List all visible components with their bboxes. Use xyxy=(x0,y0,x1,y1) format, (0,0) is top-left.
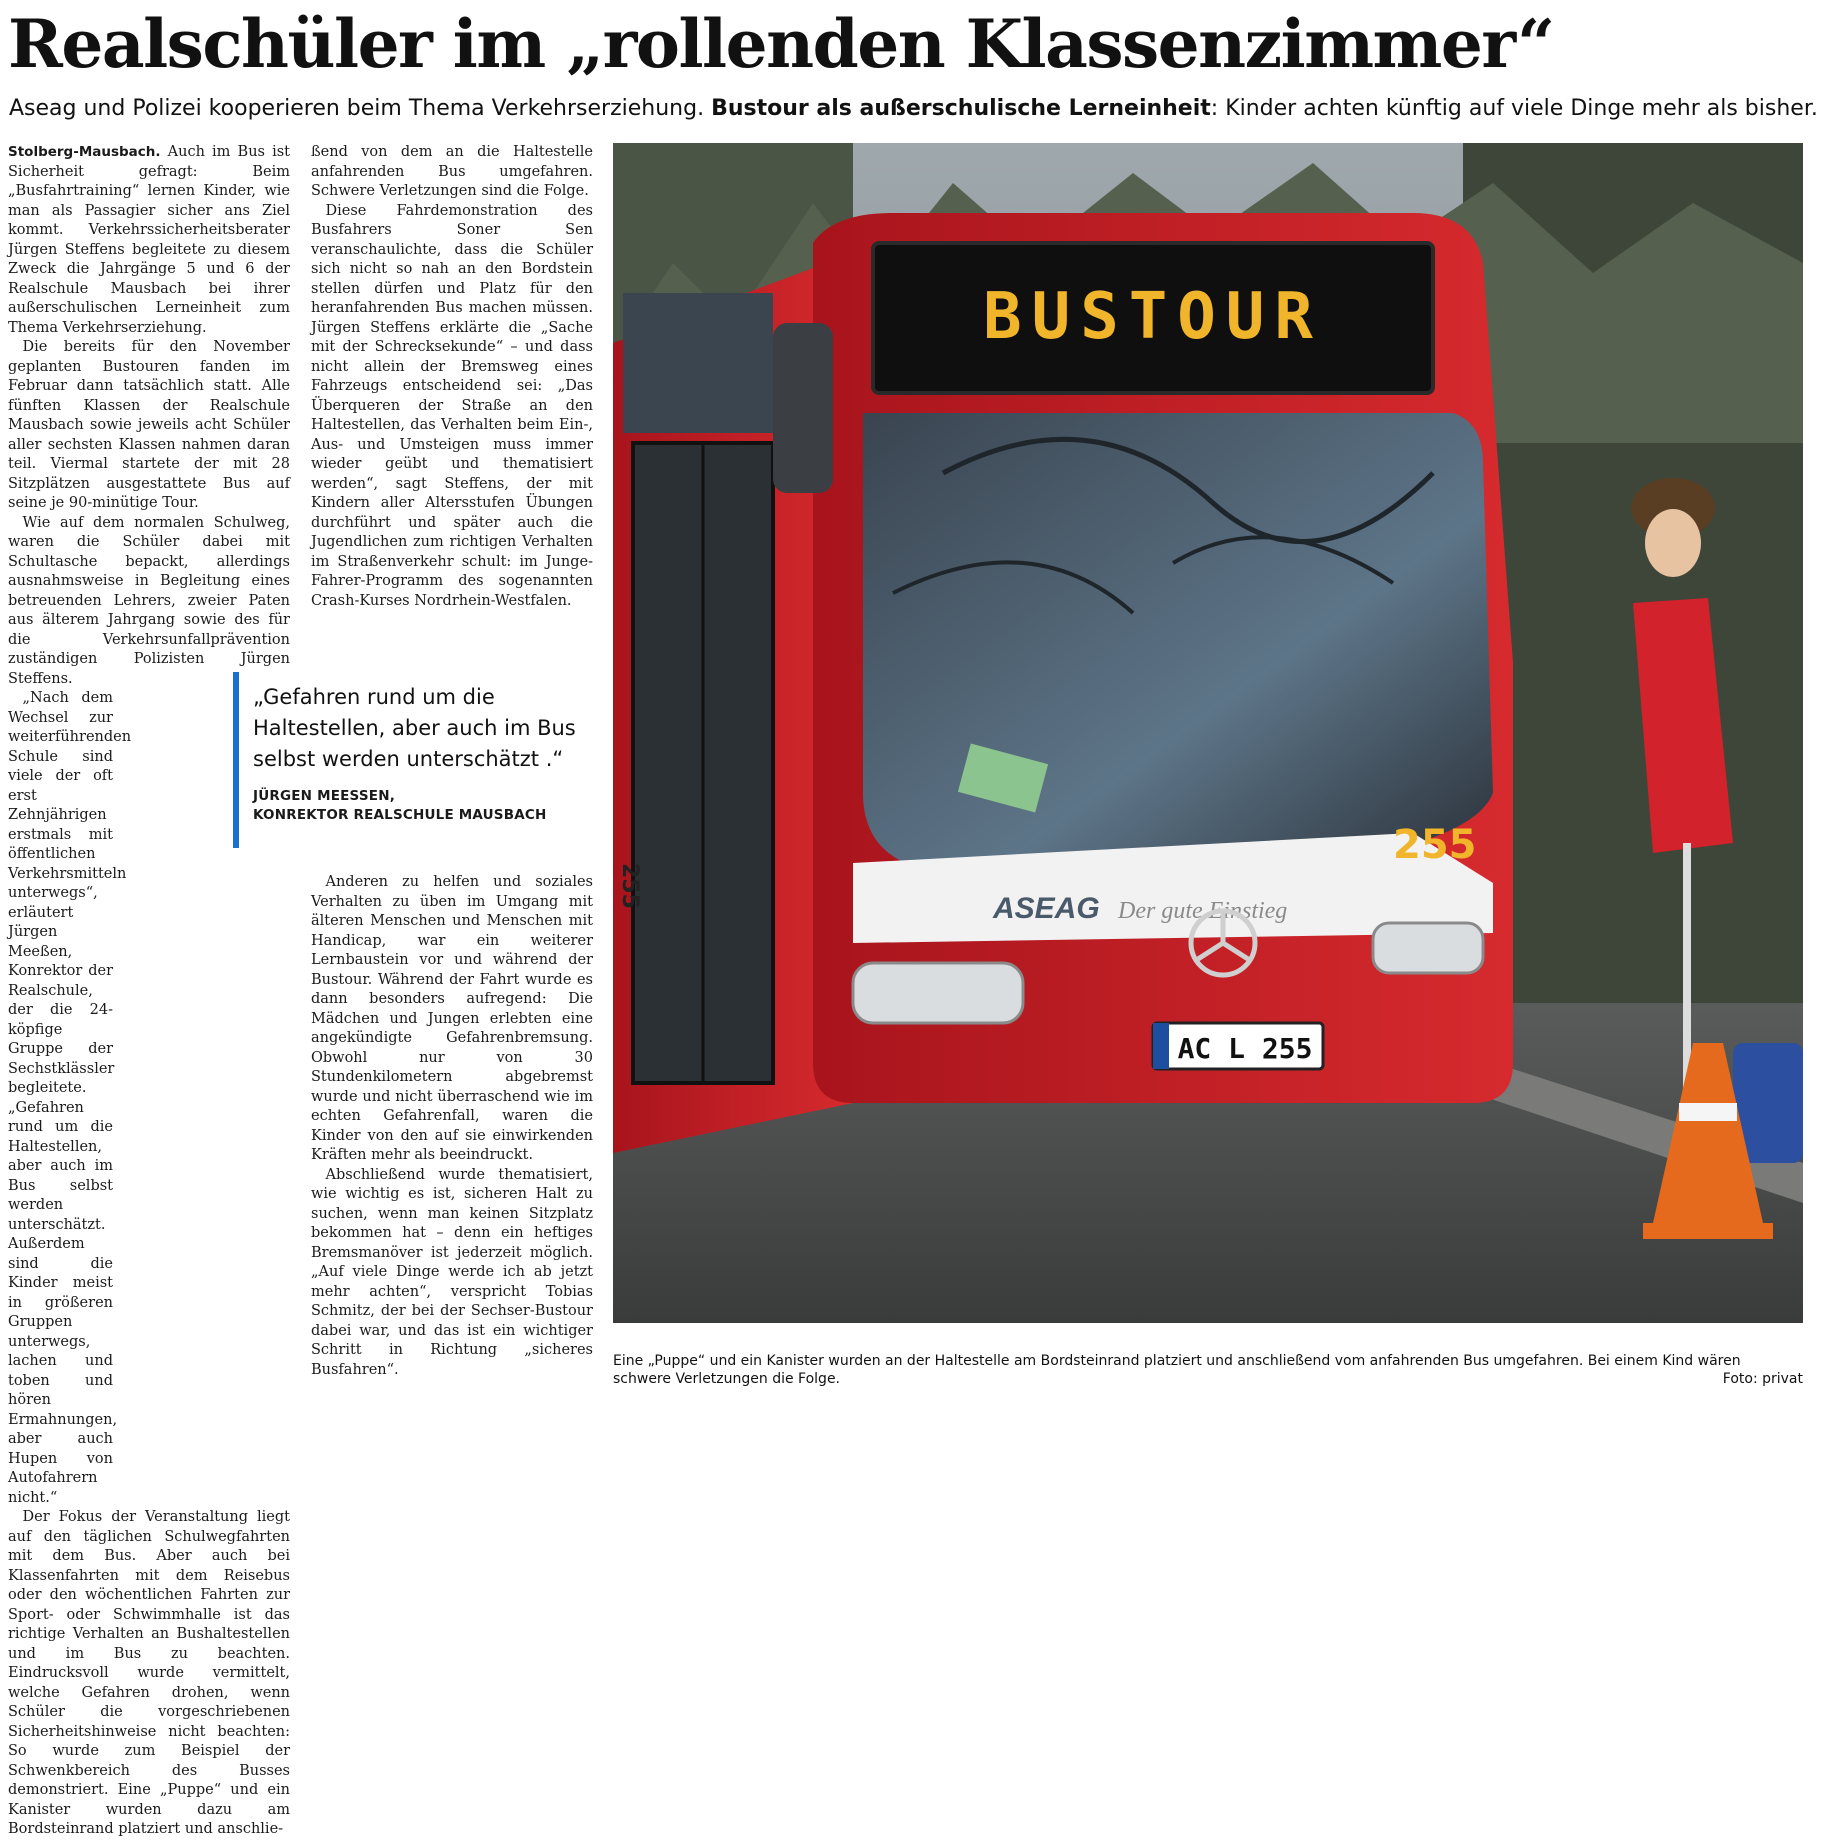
photo-credit: Foto: privat xyxy=(1722,1371,1803,1387)
paragraph: Abschließend wurde thematisiert, wie wichtig es ist, sicheren Halt zu suchen, wenn man keinen Sitzplatz bekommen hat – denn ein heftiges Bremsmanöver ist jederzeit möglich. „Auf viele Dinge werde ich ab jetzt mehr achten“, verspricht Tobias Schmitz, der bei der Sechser-Bustour dabei war, und das ist ein wichtiger Schritt in Richtung „sicheres Busfahren“. xyxy=(311,1166,593,1378)
bus-brand: ASEAG xyxy=(993,892,1100,925)
paragraph: Diese Fahrdemonstration des Busfahrers Soner Sen veranschaulichte, dass die Schüler sich nicht so nah an den Bordstein stellen dürfen und Platz für den heranfahrenden Bus machen müssen. Jürgen Steffens erklärte die „Sache mit der Schrecksekunde“ – und dass nicht allein der Bremsweg eines Fahrzeugs entscheidend sei: „Das Überqueren der Straße an den Haltestellen, das Verhalten beim Ein-, Aus- und Umsteigen muss immer wieder geübt und thematisiert werden“, sagt Steffens, der mit Kindern aller Altersstufen Übungen durchführt und später auch die Jugendlichen zum richtigen Verhalten im Straßenverkehr schult: im Junge-Fahrer-Programm des sogenannten Crash-Kurses Nordrhein-Westfalen. xyxy=(311,202,593,609)
pull-quote-author-role: KONREKTOR REALSCHULE MAUSBACH xyxy=(253,807,547,823)
paragraph: „Nach dem Wechsel zur weiterführenden Schule sind viele der oft erst Zehnjährigen erstmals mit öffentlichen Verkehrsmitteln unterwegs“, erläutert Jürgen Meeßen, Konrektor der Realschule, der die 24-köpfige Gruppe der Sechstklässler begleitete. „Gefahren rund um die Haltestellen, aber auch im Bus selbst werden unterschätzt. Außerdem sind die Kinder meist in größeren Gruppen unterwegs, lachen und toben und hören Ermahnungen, aber auch Hupen von Autofahrern nicht.“ xyxy=(8,690,132,1506)
pull-quote-author-name: JÜRGEN MEESSEN, xyxy=(253,788,396,804)
article-headline: Realschüler im „rollenden Klassenzimmer“ xyxy=(8,5,1554,83)
license-plate-text: AC L 255 xyxy=(1177,1032,1313,1065)
pull-quote-text: „Gefahren rund um die Haltestellen, aber auch im Bus selbst werden unterschätzt .“ xyxy=(253,685,576,771)
bus-slogan: Der gute Einstieg xyxy=(1118,898,1288,924)
bus-photo-illustration xyxy=(613,143,1803,1323)
paragraph: Anderen zu helfen und soziales Verhalten zu üben im Umgang mit älteren Menschen und Menschen mit Handicap, war ein weiterer Lernbaustein vor und während der Bustour. Während der Fahrt wurde es dann besonders aufregend: Die Mädchen und Jungen erlebten eine angekündigte Gefahrenbremsung. Obwohl nur von 30 Stundenkilometern abgebremst wurde und nicht überraschend wie im echten Gefahrenfall, waren die Kinder von den auf sie einwirkenden Kräften mehr als beeindruckt. xyxy=(311,874,593,1163)
side-number: 255 xyxy=(617,863,642,909)
article-subline xyxy=(9,92,1818,126)
article-column-2-bottom xyxy=(311,873,593,1380)
bus-side-window xyxy=(623,293,773,433)
fleet-number: 255 xyxy=(1393,822,1477,868)
article-photo xyxy=(613,143,1803,1323)
subline-bold: Bustour als außerschulische Lerneinheit xyxy=(711,96,1211,121)
subline-tail: : Kinder achten künftig auf viele Dinge mehr als bisher. xyxy=(1210,96,1818,121)
pull-quote-author xyxy=(253,787,603,825)
dateline: Stolberg-Mausbach. xyxy=(8,144,161,160)
paragraph: Die bereits für den November geplanten Bustouren fanden im Februar dann tatsächlich statt. Alle fünften Klassen der Realschule Mausbach sowie jeweils acht Schüler aller sechsten Klassen nahmen daran teil. Viermal startete der mit 28 Sitzplätzen ausgestattete Bus auf seine je 90-minütige Tour. xyxy=(8,339,290,511)
side-mirror xyxy=(773,323,833,493)
headlight-left xyxy=(853,963,1023,1023)
paragraph-text: Auch im Bus ist Sicherheit gefragt: Beim „Busfahrtraining“ lernen Kinder, wie man als Passagier sicher ans Ziel kommt. Verkehrssicherheitsberater Jürgen Steffens begleitete zu diesem Zweck die Jahrgänge 5 und 6 der Realschule Mausbach bei ihrer außerschulischen Lerneinheit zum Thema Verkehrserziehung. xyxy=(8,144,291,336)
photo-caption: Eine „Puppe“ und ein Kanister wurden an der Haltestelle am Bordsteinrand platziert und anschließend vom anfahrenden Bus umgefahren. Bei einem Kind wären schwere Verletzungen die Folge. xyxy=(613,1353,1741,1387)
pull-quote xyxy=(233,672,603,848)
dummy-face xyxy=(1645,509,1701,577)
headlight-right xyxy=(1373,923,1483,973)
paragraph: Der Fokus der Veranstaltung liegt auf den täglichen Schulwegfahrten mit dem Bus. Aber auch bei Klassenfahrten mit dem Reisebus oder den wöchentlichen Fahrten zur Sport- oder Schwimmhalle ist das richtige Verhalten an Bushaltestellen und im Bus zu beachten. Eindrucksvoll wurde vermittelt, welche Gefahren drohen, wenn Schüler die vorgeschriebenen Sicherheitshinweise nicht beachten: So wurde zum Beispiel der Schwenkbereich des Busses demonstriert. Eine „Puppe“ und ein Kanister wurden dazu am Bordsteinrand platziert und anschlie- xyxy=(8,1509,290,1837)
subline-lead: Aseag und Polizei kooperieren beim Thema Verkehrserziehung. xyxy=(9,96,705,121)
article-column-2-top xyxy=(311,143,593,663)
destination-text: BUSTOUR xyxy=(983,280,1323,354)
paragraph xyxy=(8,143,290,338)
windshield xyxy=(863,413,1493,873)
paragraph: Wie auf dem normalen Schulweg, waren die Schüler dabei mit Schultasche bepackt, allerdings ausnahmsweise in Begleitung eines betreuenden Lehrers, zweier Paten aus älterem Jahrgang sowie des für die Verkehrsunfallprävention zuständigen Polizisten Jürgen Steffens. xyxy=(8,514,290,687)
paragraph: ßend von dem an die Haltestelle anfahrenden Bus umgefahren. Schwere Verletzungen sind die Folge. xyxy=(311,144,593,199)
